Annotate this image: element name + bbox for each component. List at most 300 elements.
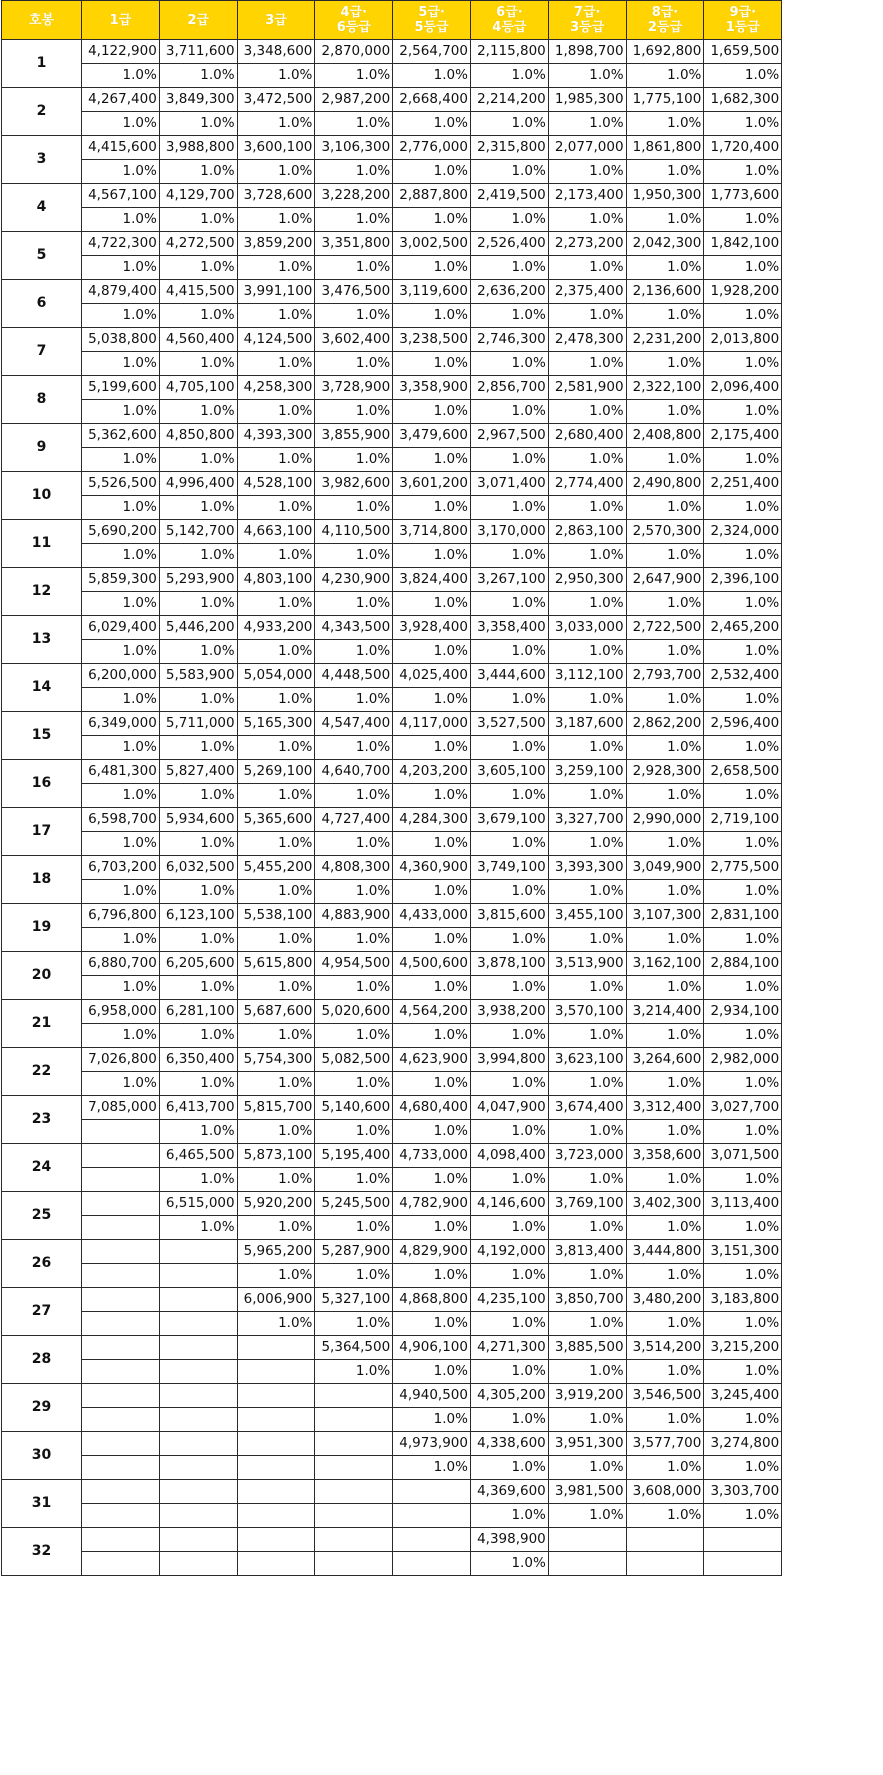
rate-cell: 1.0%: [315, 160, 393, 184]
amount-cell: 4,933,200: [237, 616, 315, 640]
rate-cell: 1.0%: [470, 304, 548, 328]
rate-cell: 1.0%: [82, 1024, 160, 1048]
rate-cell: 1.0%: [82, 160, 160, 184]
amount-cell: 2,564,700: [393, 40, 471, 64]
rate-cell: 1.0%: [470, 1360, 548, 1384]
amount-cell: 5,199,600: [82, 376, 160, 400]
amount-cell: 4,192,000: [470, 1240, 548, 1264]
rate-cell: 1.0%: [82, 544, 160, 568]
amount-cell: 1,720,400: [704, 136, 782, 160]
rate-cell: 1.0%: [470, 112, 548, 136]
table-row-rate: [2, 1408, 782, 1432]
amount-cell: 2,273,200: [548, 232, 626, 256]
amount-cell: 3,623,100: [548, 1048, 626, 1072]
amount-cell: 6,350,400: [159, 1048, 237, 1072]
rate-cell: 1.0%: [82, 1072, 160, 1096]
table-row-amount: [2, 712, 782, 736]
rate-cell: 1.0%: [548, 1216, 626, 1240]
amount-cell: 2,990,000: [626, 808, 704, 832]
amount-cell: 3,602,400: [315, 328, 393, 352]
amount-cell: 3,988,800: [159, 136, 237, 160]
amount-cell: [393, 1480, 471, 1504]
rate-cell: 1.0%: [704, 496, 782, 520]
rate-cell: 1.0%: [315, 928, 393, 952]
amount-cell: 6,029,400: [82, 616, 160, 640]
rate-cell: 1.0%: [626, 208, 704, 232]
rate-cell: 1.0%: [548, 928, 626, 952]
rate-cell: 1.0%: [704, 1024, 782, 1048]
amount-cell: [548, 1528, 626, 1552]
rate-cell: 1.0%: [315, 832, 393, 856]
amount-cell: 4,415,500: [159, 280, 237, 304]
rate-cell: 1.0%: [626, 160, 704, 184]
step-cell: 23: [2, 1096, 82, 1144]
amount-cell: 2,173,400: [548, 184, 626, 208]
table-row-rate: [2, 784, 782, 808]
rate-cell: 1.0%: [470, 64, 548, 88]
amount-cell: 3,119,600: [393, 280, 471, 304]
amount-cell: [315, 1384, 393, 1408]
rate-cell: 1.0%: [470, 352, 548, 376]
table-row-rate: [2, 1216, 782, 1240]
rate-cell: 1.0%: [626, 1072, 704, 1096]
amount-cell: [159, 1384, 237, 1408]
rate-cell: 1.0%: [704, 976, 782, 1000]
rate-cell: 1.0%: [626, 112, 704, 136]
step-cell: 24: [2, 1144, 82, 1192]
amount-cell: 3,259,100: [548, 760, 626, 784]
table-row-rate: [2, 1120, 782, 1144]
rate-cell: 1.0%: [237, 832, 315, 856]
table-row-amount: [2, 1384, 782, 1408]
rate-cell: 1.0%: [393, 640, 471, 664]
table-row-rate: [2, 208, 782, 232]
amount-cell: 4,500,600: [393, 952, 471, 976]
table-row-rate: [2, 1264, 782, 1288]
table-row-amount: [2, 184, 782, 208]
rate-cell: 1.0%: [82, 592, 160, 616]
amount-cell: [82, 1192, 160, 1216]
amount-cell: 2,928,300: [626, 760, 704, 784]
column-header-grade-9: 9급· 1등급: [704, 1, 782, 40]
amount-cell: 5,140,600: [315, 1096, 393, 1120]
rate-cell: 1.0%: [470, 1504, 548, 1528]
rate-cell: 1.0%: [704, 160, 782, 184]
amount-cell: 4,448,500: [315, 664, 393, 688]
rate-cell: 1.0%: [159, 1120, 237, 1144]
amount-cell: 6,205,600: [159, 952, 237, 976]
amount-cell: 4,272,500: [159, 232, 237, 256]
amount-cell: 1,775,100: [626, 88, 704, 112]
amount-cell: 5,690,200: [82, 520, 160, 544]
amount-cell: 3,267,100: [470, 568, 548, 592]
amount-cell: 3,994,800: [470, 1048, 548, 1072]
rate-cell: [237, 1552, 315, 1576]
rate-cell: 1.0%: [548, 208, 626, 232]
amount-cell: 3,393,300: [548, 856, 626, 880]
rate-cell: 1.0%: [393, 448, 471, 472]
amount-cell: 5,365,600: [237, 808, 315, 832]
rate-cell: 1.0%: [470, 784, 548, 808]
rate-cell: [82, 1360, 160, 1384]
rate-cell: 1.0%: [393, 352, 471, 376]
rate-cell: 1.0%: [315, 640, 393, 664]
rate-cell: 1.0%: [82, 976, 160, 1000]
amount-cell: 2,136,600: [626, 280, 704, 304]
amount-cell: 3,859,200: [237, 232, 315, 256]
amount-cell: 2,987,200: [315, 88, 393, 112]
rate-cell: 1.0%: [704, 784, 782, 808]
amount-cell: 2,322,100: [626, 376, 704, 400]
amount-cell: 5,827,400: [159, 760, 237, 784]
step-cell: 32: [2, 1528, 82, 1576]
amount-cell: 3,513,900: [548, 952, 626, 976]
table-row-rate: [2, 688, 782, 712]
step-cell: 10: [2, 472, 82, 520]
rate-cell: 1.0%: [159, 544, 237, 568]
amount-cell: 4,547,400: [315, 712, 393, 736]
rate-cell: 1.0%: [548, 64, 626, 88]
rate-cell: 1.0%: [704, 256, 782, 280]
pay-scale-table: [1, 0, 782, 1576]
step-cell: 22: [2, 1048, 82, 1096]
rate-cell: [159, 1408, 237, 1432]
amount-cell: 3,187,600: [548, 712, 626, 736]
rate-cell: [704, 1552, 782, 1576]
rate-cell: 1.0%: [704, 1120, 782, 1144]
rate-cell: 1.0%: [626, 1360, 704, 1384]
rate-cell: 1.0%: [315, 1312, 393, 1336]
amount-cell: [159, 1336, 237, 1360]
rate-cell: 1.0%: [470, 640, 548, 664]
amount-cell: 5,165,300: [237, 712, 315, 736]
rate-cell: 1.0%: [315, 64, 393, 88]
rate-cell: 1.0%: [704, 1072, 782, 1096]
rate-cell: 1.0%: [82, 304, 160, 328]
rate-cell: 1.0%: [82, 880, 160, 904]
column-header-grade-5: 5급· 5등급: [393, 1, 471, 40]
amount-cell: 3,358,400: [470, 616, 548, 640]
amount-cell: 4,868,800: [393, 1288, 471, 1312]
amount-cell: 6,006,900: [237, 1288, 315, 1312]
rate-cell: 1.0%: [470, 976, 548, 1000]
amount-cell: 4,415,600: [82, 136, 160, 160]
step-cell: 7: [2, 328, 82, 376]
amount-cell: 3,049,900: [626, 856, 704, 880]
rate-cell: [159, 1312, 237, 1336]
rate-cell: 1.0%: [393, 544, 471, 568]
rate-cell: [159, 1504, 237, 1528]
amount-cell: 3,769,100: [548, 1192, 626, 1216]
rate-cell: 1.0%: [704, 592, 782, 616]
rate-cell: 1.0%: [470, 448, 548, 472]
amount-cell: 2,115,800: [470, 40, 548, 64]
step-cell: 28: [2, 1336, 82, 1384]
rate-cell: 1.0%: [159, 1072, 237, 1096]
amount-cell: 4,305,200: [470, 1384, 548, 1408]
rate-cell: 1.0%: [82, 208, 160, 232]
rate-cell: 1.0%: [626, 880, 704, 904]
rate-cell: 1.0%: [704, 688, 782, 712]
amount-cell: 5,082,500: [315, 1048, 393, 1072]
amount-cell: 3,982,600: [315, 472, 393, 496]
amount-cell: 4,267,400: [82, 88, 160, 112]
rate-cell: 1.0%: [159, 496, 237, 520]
rate-cell: 1.0%: [704, 1264, 782, 1288]
amount-cell: 5,538,100: [237, 904, 315, 928]
amount-cell: [237, 1528, 315, 1552]
rate-cell: 1.0%: [82, 928, 160, 952]
rate-cell: 1.0%: [548, 976, 626, 1000]
amount-cell: 3,824,400: [393, 568, 471, 592]
amount-cell: 2,419,500: [470, 184, 548, 208]
table-row-amount: [2, 88, 782, 112]
amount-cell: 4,567,100: [82, 184, 160, 208]
rate-cell: [315, 1456, 393, 1480]
amount-cell: 2,884,100: [704, 952, 782, 976]
amount-cell: 3,600,100: [237, 136, 315, 160]
amount-cell: 3,106,300: [315, 136, 393, 160]
rate-cell: 1.0%: [704, 400, 782, 424]
amount-cell: 1,682,300: [704, 88, 782, 112]
rate-cell: 1.0%: [315, 976, 393, 1000]
amount-cell: 1,659,500: [704, 40, 782, 64]
amount-cell: 1,985,300: [548, 88, 626, 112]
table-row-amount: [2, 376, 782, 400]
amount-cell: 2,982,000: [704, 1048, 782, 1072]
amount-cell: 3,885,500: [548, 1336, 626, 1360]
rate-cell: 1.0%: [82, 64, 160, 88]
rate-cell: 1.0%: [159, 64, 237, 88]
rate-cell: 1.0%: [393, 880, 471, 904]
rate-cell: 1.0%: [548, 1120, 626, 1144]
rate-cell: 1.0%: [704, 1216, 782, 1240]
amount-cell: 3,215,200: [704, 1336, 782, 1360]
amount-cell: 4,117,000: [393, 712, 471, 736]
table-row-amount: [2, 904, 782, 928]
amount-cell: 1,692,800: [626, 40, 704, 64]
amount-cell: 3,728,600: [237, 184, 315, 208]
rate-cell: 1.0%: [470, 1120, 548, 1144]
amount-cell: 3,813,400: [548, 1240, 626, 1264]
amount-cell: 6,515,000: [159, 1192, 237, 1216]
rate-cell: 1.0%: [470, 832, 548, 856]
table-row-amount: [2, 1144, 782, 1168]
rate-cell: 1.0%: [470, 736, 548, 760]
rate-cell: 1.0%: [159, 112, 237, 136]
column-header-grade-4: 4급· 6등급: [315, 1, 393, 40]
table-row-amount: [2, 1528, 782, 1552]
rate-cell: 1.0%: [393, 784, 471, 808]
rate-cell: 1.0%: [470, 1024, 548, 1048]
table-row-amount: [2, 1336, 782, 1360]
rate-cell: 1.0%: [237, 64, 315, 88]
amount-cell: 2,719,100: [704, 808, 782, 832]
rate-cell: [315, 1408, 393, 1432]
rate-cell: 1.0%: [626, 640, 704, 664]
amount-cell: 5,526,500: [82, 472, 160, 496]
rate-cell: 1.0%: [315, 736, 393, 760]
rate-cell: 1.0%: [82, 688, 160, 712]
rate-cell: 1.0%: [159, 880, 237, 904]
rate-cell: [82, 1408, 160, 1432]
table-row-amount: [2, 1432, 782, 1456]
rate-cell: 1.0%: [626, 352, 704, 376]
amount-cell: 2,887,800: [393, 184, 471, 208]
rate-cell: 1.0%: [470, 592, 548, 616]
amount-cell: 2,375,400: [548, 280, 626, 304]
amount-cell: 4,803,100: [237, 568, 315, 592]
table-row-rate: [2, 1552, 782, 1576]
step-cell: 18: [2, 856, 82, 904]
rate-cell: 1.0%: [237, 400, 315, 424]
rate-cell: 1.0%: [704, 64, 782, 88]
rate-cell: 1.0%: [626, 1120, 704, 1144]
rate-cell: 1.0%: [548, 880, 626, 904]
rate-cell: 1.0%: [237, 736, 315, 760]
amount-cell: 2,668,400: [393, 88, 471, 112]
rate-cell: 1.0%: [626, 448, 704, 472]
table-row-rate: [2, 352, 782, 376]
amount-cell: 5,965,200: [237, 1240, 315, 1264]
amount-cell: 5,287,900: [315, 1240, 393, 1264]
amount-cell: 3,928,400: [393, 616, 471, 640]
amount-cell: 3,981,500: [548, 1480, 626, 1504]
rate-cell: 1.0%: [393, 1216, 471, 1240]
table-row-amount: [2, 808, 782, 832]
rate-cell: 1.0%: [548, 1312, 626, 1336]
amount-cell: 6,200,000: [82, 664, 160, 688]
rate-cell: 1.0%: [548, 592, 626, 616]
table-row-amount: [2, 1000, 782, 1024]
amount-cell: 5,920,200: [237, 1192, 315, 1216]
table-row-rate: [2, 304, 782, 328]
amount-cell: [159, 1240, 237, 1264]
rate-cell: 1.0%: [548, 448, 626, 472]
rate-cell: 1.0%: [548, 1360, 626, 1384]
table-row-rate: [2, 592, 782, 616]
amount-cell: 2,077,000: [548, 136, 626, 160]
amount-cell: 5,142,700: [159, 520, 237, 544]
amount-cell: 5,020,600: [315, 1000, 393, 1024]
amount-cell: [626, 1528, 704, 1552]
rate-cell: 1.0%: [237, 1024, 315, 1048]
amount-cell: 5,711,000: [159, 712, 237, 736]
amount-cell: 4,284,300: [393, 808, 471, 832]
rate-cell: 1.0%: [626, 1216, 704, 1240]
rate-cell: 1.0%: [548, 1072, 626, 1096]
step-cell: 30: [2, 1432, 82, 1480]
amount-cell: 2,465,200: [704, 616, 782, 640]
rate-cell: 1.0%: [704, 928, 782, 952]
rate-cell: 1.0%: [82, 736, 160, 760]
rate-cell: 1.0%: [626, 256, 704, 280]
table-row-amount: [2, 1288, 782, 1312]
rate-cell: 1.0%: [237, 112, 315, 136]
amount-cell: 4,047,900: [470, 1096, 548, 1120]
amount-cell: [82, 1336, 160, 1360]
amount-cell: 3,151,300: [704, 1240, 782, 1264]
amount-cell: [704, 1528, 782, 1552]
amount-cell: 3,274,800: [704, 1432, 782, 1456]
step-cell: 2: [2, 88, 82, 136]
amount-cell: 6,880,700: [82, 952, 160, 976]
rate-cell: 1.0%: [237, 352, 315, 376]
rate-cell: [82, 1312, 160, 1336]
rate-cell: 1.0%: [470, 1264, 548, 1288]
rate-cell: 1.0%: [82, 400, 160, 424]
step-cell: 27: [2, 1288, 82, 1336]
amount-cell: 3,071,400: [470, 472, 548, 496]
rate-cell: 1.0%: [82, 496, 160, 520]
amount-cell: 2,680,400: [548, 424, 626, 448]
rate-cell: 1.0%: [159, 400, 237, 424]
rate-cell: [548, 1552, 626, 1576]
amount-cell: 4,722,300: [82, 232, 160, 256]
amount-cell: 3,358,600: [626, 1144, 704, 1168]
amount-cell: 3,849,300: [159, 88, 237, 112]
amount-cell: 3,723,000: [548, 1144, 626, 1168]
step-cell: 17: [2, 808, 82, 856]
amount-cell: 3,245,400: [704, 1384, 782, 1408]
amount-cell: 5,054,000: [237, 664, 315, 688]
amount-cell: 2,870,000: [315, 40, 393, 64]
rate-cell: [315, 1552, 393, 1576]
amount-cell: 5,364,500: [315, 1336, 393, 1360]
amount-cell: 2,596,400: [704, 712, 782, 736]
rate-cell: 1.0%: [159, 1216, 237, 1240]
amount-cell: [82, 1288, 160, 1312]
rate-cell: 1.0%: [159, 688, 237, 712]
amount-cell: [315, 1432, 393, 1456]
table-row-rate: [2, 640, 782, 664]
amount-cell: 3,546,500: [626, 1384, 704, 1408]
rate-cell: [315, 1504, 393, 1528]
rate-cell: 1.0%: [704, 832, 782, 856]
table-row-amount: [2, 1096, 782, 1120]
rate-cell: [159, 1264, 237, 1288]
amount-cell: 4,623,900: [393, 1048, 471, 1072]
amount-cell: 4,879,400: [82, 280, 160, 304]
amount-cell: 6,598,700: [82, 808, 160, 832]
step-cell: 3: [2, 136, 82, 184]
amount-cell: 4,883,900: [315, 904, 393, 928]
amount-cell: 5,754,300: [237, 1048, 315, 1072]
rate-cell: [159, 1456, 237, 1480]
amount-cell: 4,727,400: [315, 808, 393, 832]
column-header-grade-8: 8급· 2등급: [626, 1, 704, 40]
amount-cell: 4,271,300: [470, 1336, 548, 1360]
rate-cell: 1.0%: [704, 736, 782, 760]
amount-cell: 4,398,900: [470, 1528, 548, 1552]
amount-cell: 3,527,500: [470, 712, 548, 736]
amount-cell: 4,338,600: [470, 1432, 548, 1456]
amount-cell: 3,170,000: [470, 520, 548, 544]
amount-cell: 4,129,700: [159, 184, 237, 208]
table-row-rate: [2, 64, 782, 88]
table-row-amount: [2, 568, 782, 592]
rate-cell: 1.0%: [393, 112, 471, 136]
rate-cell: [393, 1552, 471, 1576]
amount-cell: 6,703,200: [82, 856, 160, 880]
rate-cell: [393, 1504, 471, 1528]
rate-cell: 1.0%: [237, 1216, 315, 1240]
rate-cell: 1.0%: [237, 1120, 315, 1144]
step-cell: 4: [2, 184, 82, 232]
rate-cell: 1.0%: [159, 640, 237, 664]
rate-cell: 1.0%: [393, 208, 471, 232]
amount-cell: 2,231,200: [626, 328, 704, 352]
